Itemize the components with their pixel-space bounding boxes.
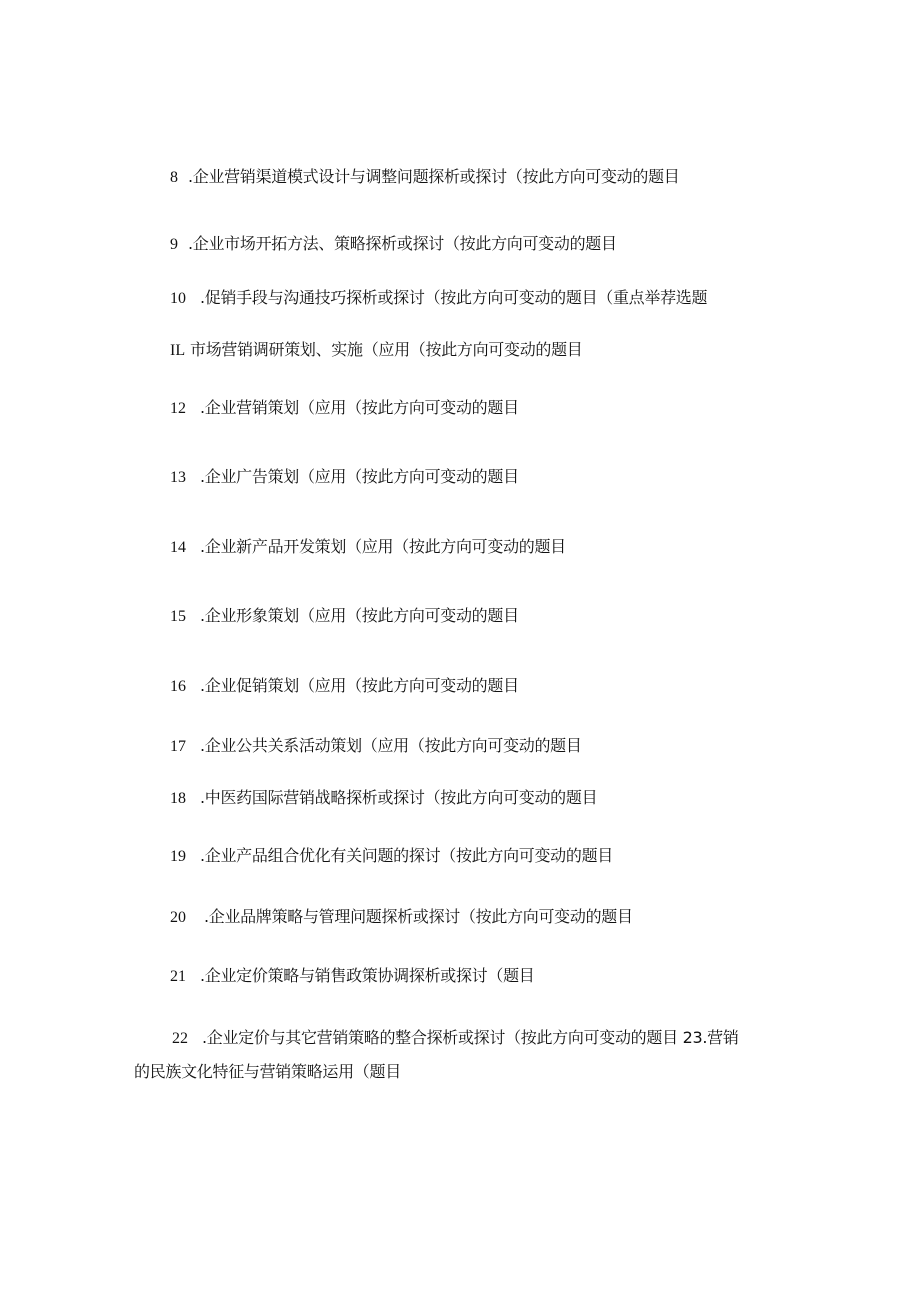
item-text: .企业定价与其它营销策略的整合探析或探讨（按此方向可变动的题目 23.营销 bbox=[202, 1028, 739, 1047]
item-number: 18 bbox=[170, 790, 186, 807]
list-item bbox=[170, 606, 519, 627]
item-number: 21 bbox=[170, 968, 186, 985]
item-text: .企业广告策划（应用（按此方向可变动的题目 bbox=[200, 467, 519, 486]
list-item bbox=[170, 846, 613, 867]
item-text: .企业促销策划（应用（按此方向可变动的题目 bbox=[200, 676, 519, 695]
item-number: 8 bbox=[170, 169, 178, 186]
item-number: 20 bbox=[170, 909, 186, 926]
item-number: 15 bbox=[170, 608, 186, 625]
item-text: .企业形象策划（应用（按此方向可变动的题目 bbox=[200, 606, 519, 625]
list-item bbox=[170, 288, 707, 309]
item-number: 13 bbox=[170, 469, 186, 486]
item-text: 市场营销调研策划、实施（应用（按此方向可变动的题目 bbox=[190, 340, 583, 359]
list-item bbox=[170, 537, 566, 558]
item-text: .企业产品组合优化有关问题的探讨（按此方向可变动的题目 bbox=[200, 846, 613, 865]
list-item bbox=[170, 167, 680, 188]
item-text: .中医药国际营销战略探析或探讨（按此方向可变动的题目 bbox=[200, 788, 598, 807]
item-number: 9 bbox=[170, 236, 178, 253]
list-item bbox=[170, 398, 519, 419]
item-text: .企业品牌策略与管理问题探析或探讨（按此方向可变动的题目 bbox=[204, 907, 633, 926]
item-text: 的民族文化特征与营销策略运用（题目 bbox=[134, 1062, 401, 1081]
item-number: 22 bbox=[172, 1030, 188, 1047]
item-text: .企业定价策略与销售政策协调探析或探讨（题目 bbox=[200, 966, 535, 985]
list-item bbox=[172, 1028, 739, 1049]
item-text: .企业新产品开发策划（应用（按此方向可变动的题目 bbox=[200, 537, 566, 556]
item-number: 16 bbox=[170, 678, 186, 695]
list-item bbox=[170, 234, 617, 255]
item-text: .企业公共关系活动策划（应用（按此方向可变动的题目 bbox=[200, 736, 582, 755]
list-item-continuation bbox=[134, 1062, 401, 1082]
item-number: IL bbox=[170, 342, 186, 359]
item-text: .企业营销渠道模式设计与调整问题探析或探讨（按此方向可变动的题目 bbox=[188, 167, 680, 186]
list-item bbox=[170, 907, 633, 928]
item-text: .企业营销策划（应用（按此方向可变动的题目 bbox=[200, 398, 519, 417]
item-number: 14 bbox=[170, 539, 186, 556]
list-item bbox=[170, 966, 535, 987]
item-text: .促销手段与沟通技巧探析或探讨（按此方向可变动的题目（重点举荐选题 bbox=[200, 288, 708, 307]
item-number: 19 bbox=[170, 848, 186, 865]
item-number: 17 bbox=[170, 738, 186, 755]
item-number: 12 bbox=[170, 400, 186, 417]
list-item bbox=[170, 676, 519, 697]
list-item bbox=[170, 340, 583, 361]
item-text: .企业市场开拓方法、策略探析或探讨（按此方向可变动的题目 bbox=[188, 234, 617, 253]
item-number: 10 bbox=[170, 290, 186, 307]
list-item bbox=[170, 736, 582, 757]
list-item bbox=[170, 788, 597, 809]
list-item bbox=[170, 467, 519, 488]
